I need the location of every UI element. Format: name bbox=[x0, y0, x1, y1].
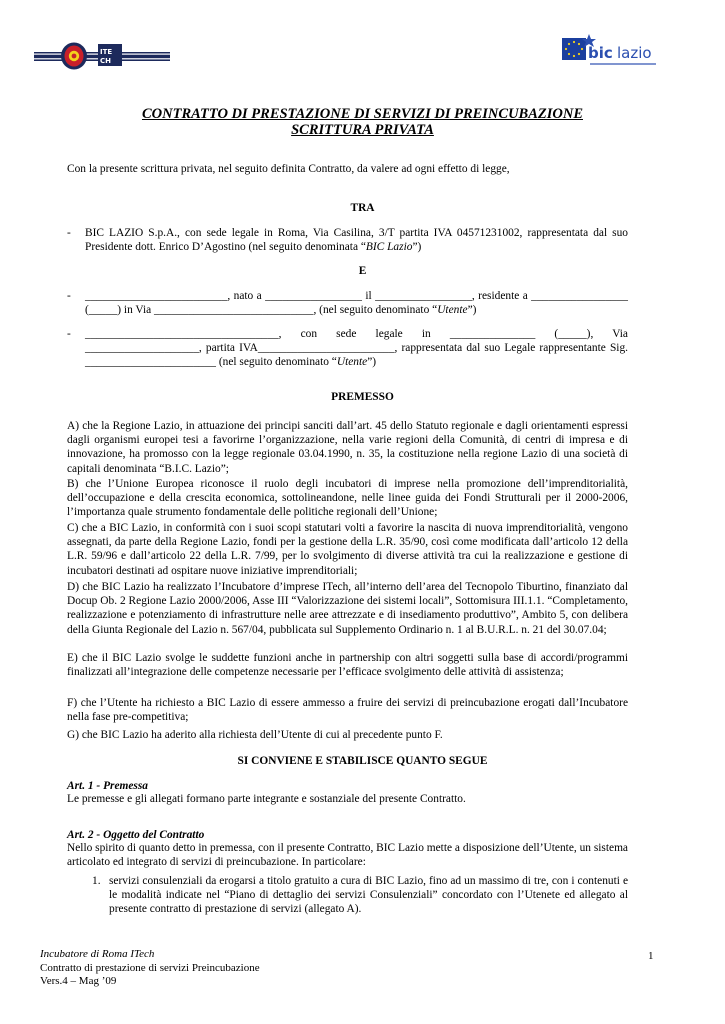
bic-lazio-logo bbox=[562, 34, 660, 70]
heading-e: E bbox=[358, 265, 367, 277]
party3-paragraph: __________________________________, con sede legale in _______________ (_____), Via ____________________, partita IVA________________________, rappresentata dal suo Legale rappresentante Sig. _______________________ (nel seguito denominato “Utente”) bbox=[85, 328, 628, 369]
title-line-2: SCRITTURA PRIVATA bbox=[291, 121, 434, 138]
party1-paragraph: BIC LAZIO S.p.A., con sede legale in Roma, Via Casilina, 3/T partita IVA 04571231002, rappresentata dal suo Presidente dott. Enrico D’Agostino (nel seguito denominata “BIC Lazio”) bbox=[85, 227, 628, 254]
document-title bbox=[0, 107, 725, 138]
heading-tra: TRA bbox=[350, 202, 375, 214]
heading-si-conviene: SI CONVIENE E STABILISCE QUANTO SEGUE bbox=[237, 755, 488, 767]
page-number: 1 bbox=[648, 950, 654, 962]
premessa-f: F) che l’Utente ha richiesto a BIC Lazio di essere ammesso a fruire dei servizi di preincubazione erogati dall’Incubatore nella fase pre-competitiva; bbox=[67, 697, 628, 724]
svg-text:lazio: lazio bbox=[617, 44, 652, 62]
page-footer bbox=[40, 948, 260, 989]
itech-logo bbox=[34, 42, 170, 70]
footer-incubator: Incubatore di Roma ITech bbox=[40, 948, 155, 960]
premessa-a: A) che la Regione Lazio, in attuazione dei principi sanciti dall’art. 45 dello Statuto regionale e dagli orientamenti espressi dagli organismi europei tesi a favorirne l’organizzazione, nella varie regioni della Comunità, di centri di impresa e di innovazione, ha promosso con la legge regionale 03.04.1990, n. 35, la costituzione nella regione Lazio di una società di capitali denominata “B.I.C. Lazio”; bbox=[67, 420, 628, 475]
footer-version: Vers.4 – Mag ’09 bbox=[40, 975, 117, 988]
party2-bullet: - bbox=[67, 290, 71, 302]
premessa-b: B) che l’Unione Europea riconosce il ruolo degli incubatori di imprese nella promozione dell’imprenditorialità, dell’occupazione e della crescita economica, sottolineandone, nelle linee guida dei Fondi Strutturali per il 2000-2006, l’importanza quale strumento fondamentale delle politiche regionali dell’Unione; bbox=[67, 478, 628, 519]
art2-item-1-number: 1. bbox=[92, 875, 101, 887]
heading-premesso: PREMESSO bbox=[331, 391, 394, 403]
art1-title: Art. 1 - Premessa bbox=[67, 780, 148, 792]
art1-text: Le premesse e gli allegati formano parte integrante e sostanziale del presente Contratto. bbox=[67, 793, 466, 805]
premessa-c: C) che a BIC Lazio, in conformità con i suoi scopi statutari volti a favorire la nascita di nuova imprenditorialità, vengono assegnati, da parte della Regione Lazio, fondi per la gestione della L.R. 35/90, così come modificata dall’articolo 12 della L.R. 59/96 e dall’articolo 22 della L.R. 7/99, per lo svolgimento di diverse attività tra cui la realizzazione e gestione di incubatori destinati ad ospitare nuove iniziative imprenditoriali; bbox=[67, 522, 628, 577]
svg-text:bic: bic bbox=[588, 44, 613, 62]
party1-bullet: - bbox=[67, 227, 71, 239]
art2-item-1-text: servizi consulenziali da erogarsi a titolo gratuito a cura di BIC Lazio, fino ad un massimo di tre, con i contenuti e le modalità indicate nel “Piano di dettaglio dei servizi Consulenziali” concordato con l’Utenete ed allegato al presente contratto di prestazione di servizi (allegato A). bbox=[109, 875, 628, 916]
footer-contract: Contratto di prestazione di servizi Preincubazione bbox=[40, 961, 260, 974]
premessa-g: G) che BIC Lazio ha aderito alla richiesta dell’Utente di cui al precedente punto F. bbox=[67, 729, 443, 741]
intro-paragraph: Con la presente scrittura privata, nel seguito definita Contratto, da valere ad ogni effetto di legge, bbox=[67, 163, 510, 175]
svg-text:CH: CH bbox=[100, 57, 111, 65]
party2-paragraph: _________________________, nato a _________________ il _________________, residente a _________________ (_____) in Via ____________________________, (nel seguito denominato “Utente”) bbox=[85, 290, 628, 317]
premessa-d: D) che BIC Lazio ha realizzato l’Incubatore d’imprese ITech, all’interno dell’area del Tecnopolo Tiburtino, finanziato dal Docup Ob. 2 Regione Lazio 2000/2006, Asse III “Valorizzazione dei sistemi locali”, Sottomisura III.1.1. “Completamento, realizzazione e potenziamento di infrastrutture nelle aree attrezzate e di insediamento produttivo”, Ambito 5, con delibera della Giunta Regionale del Lazio n. 567/04, pubblicata sul Supplemento Ordinario n. 1 al B.U.R.L. n. 21 del 30.07.04; bbox=[67, 581, 628, 636]
svg-text:ITE: ITE bbox=[100, 48, 113, 56]
party3-bullet: - bbox=[67, 328, 71, 340]
title-line-1: CONTRATTO DI PRESTAZIONE DI SERVIZI DI PREINCUBAZIONE bbox=[141, 106, 583, 122]
art2-title: Art. 2 - Oggetto del Contratto bbox=[67, 829, 205, 841]
premessa-e: E) che il BIC Lazio svolge le suddette funzioni anche in partnership con altri soggetti sulla base di accordi/programmi finalizzati all’integrazione delle competenze necessarie per l’efficace svolgimento delle attività di assistenza; bbox=[67, 652, 628, 679]
art2-text: Nello spirito di quanto detto in premessa, con il presente Contratto, BIC Lazio mette a disposizione dell’Utente, un sistema articolato ed integrato di servizi di preincubazione. In particolare: bbox=[67, 842, 628, 869]
